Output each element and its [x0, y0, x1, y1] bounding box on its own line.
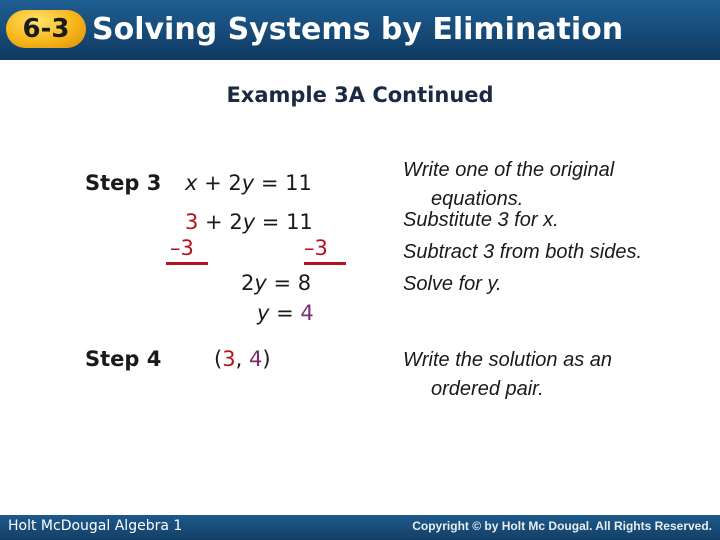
y-solution: 4	[300, 301, 314, 325]
lesson-badge: 6-3	[6, 10, 86, 48]
var-y: y	[257, 301, 270, 325]
note-substitute: Substitute 3 for x.	[403, 209, 559, 231]
example-subtitle: Example 3A Continued	[226, 83, 494, 107]
eq-part: + 2	[198, 210, 243, 234]
subtract-right: –3	[304, 236, 328, 260]
step3-label: Step 3	[85, 171, 162, 195]
note-line: Write one of the original	[403, 159, 615, 181]
paren-close: )	[262, 347, 271, 371]
eq-part: = 11	[254, 171, 312, 195]
var-y: y	[254, 271, 267, 295]
eq-part: =	[269, 301, 301, 325]
paren-open: (	[214, 347, 223, 371]
eq-part: = 8	[266, 271, 312, 295]
note-subtract: Subtract 3 from both sides.	[403, 241, 643, 263]
pair-x: 3	[222, 347, 236, 371]
pair-y: 4	[248, 347, 263, 371]
header-bar	[0, 0, 720, 60]
step3-equation-line1	[185, 171, 312, 195]
step3-equation-line5	[257, 301, 314, 325]
step4-label: Step 4	[85, 347, 162, 371]
eq-part: + 2	[197, 171, 242, 195]
footer-copyright: Copyright © by Holt Mc Dougal. All Rights Reserved.	[412, 519, 712, 533]
note-line: equations.	[431, 188, 524, 210]
footer-bar	[0, 515, 720, 540]
pair-comma: ,	[235, 347, 249, 371]
underline-left	[166, 262, 208, 265]
subtract-left: –3	[170, 236, 194, 260]
note-line: Write the solution as an	[403, 349, 612, 371]
note-solve: Solve for y.	[403, 273, 502, 295]
note-write-solution	[403, 346, 612, 404]
substituted-value: 3	[185, 210, 199, 234]
var-y: y	[242, 210, 256, 234]
slide-title: Solving Systems by Elimination	[92, 12, 624, 47]
footer-publisher: Holt McDougal Algebra 1	[8, 518, 183, 534]
step3-equation-line4	[241, 271, 311, 295]
ordered-pair	[214, 347, 271, 371]
eq-part: 2	[241, 271, 255, 295]
note-line: ordered pair.	[431, 378, 544, 400]
var-y: y	[241, 171, 255, 195]
var-x: x	[185, 171, 198, 195]
eq-part: = 11	[255, 210, 313, 234]
step3-equation-line2	[185, 210, 313, 234]
underline-right	[304, 262, 346, 265]
